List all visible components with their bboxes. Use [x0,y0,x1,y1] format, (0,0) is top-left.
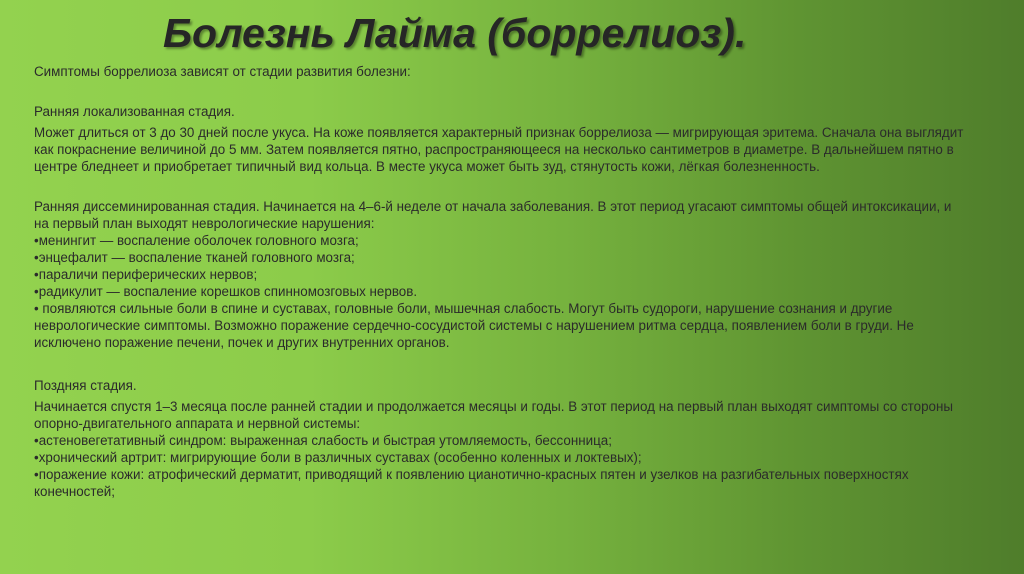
list-item: • появляются сильные боли в спине и суставах, головные боли, мышечная слабость. Могут быть судороги, нарушение сознания и другие неврологические симптомы. Возможно поражение сердечно-сосудистой системы с нарушением ритма сердца, появлением боли в груди. Не исключено поражение печени, почек и других внутренних органов. [34,301,914,350]
early-localized-text: Может длиться от 3 до 30 дней после укуса. На коже появляется характерный признак боррелиоза — мигрирующая эритема. Сначала она выглядит как покраснение величиной до 5 мм. Затем появляется пятно, распространяющееся на несколько сантиметров в диаметре. В дальнейшем пятно в центре бледнеет и приобретает типичный вид кольца. В месте укуса может быть зуд, стянутость кожи, лёгкая болезненность. [34,125,964,174]
early-disseminated-text: Ранняя диссеминированная стадия. Начинается на 4–6-й неделе от начала заболевания. В этот период угасают симптомы общей интоксикации, и на первый план выходят неврологические нарушения: [34,199,952,231]
list-item: •астеновегетативный синдром: выраженная слабость и быстрая утомляемость, бессонница; [34,433,612,448]
list-item: •параличи периферических нервов; [34,267,258,282]
list-item: •хронический артрит: мигрирующие боли в различных суставах (особенно коленных и локтевых); [34,450,642,465]
late-heading: Поздняя стадия. [34,378,137,393]
intro-text: Симптомы боррелиоза зависят от стадии развития болезни: [34,64,411,79]
list-item: •поражение кожи: атрофический дерматит, приводящий к появлению цианотично-красных пятен и узелков на разгибательных поверхностях конечностей; [34,467,909,499]
list-item: •радикулит — воспаление корешков спинномозговых нервов. [34,284,418,299]
list-item: •энцефалит — воспаление тканей головного мозга; [34,250,355,265]
slide-body [34,63,964,500]
slide-title: Болезнь Лайма (боррелиоз). [163,10,747,56]
early-localized-heading: Ранняя локализованная стадия. [34,104,235,119]
list-item: •менингит — воспаление оболочек головного мозга; [34,233,359,248]
late-text: Начинается спустя 1–3 месяца после ранней стадии и продолжается месяцы и годы. В этот период на первый план выходят симптомы со стороны опорно-двигательного аппарата и нервной системы: [34,399,953,431]
